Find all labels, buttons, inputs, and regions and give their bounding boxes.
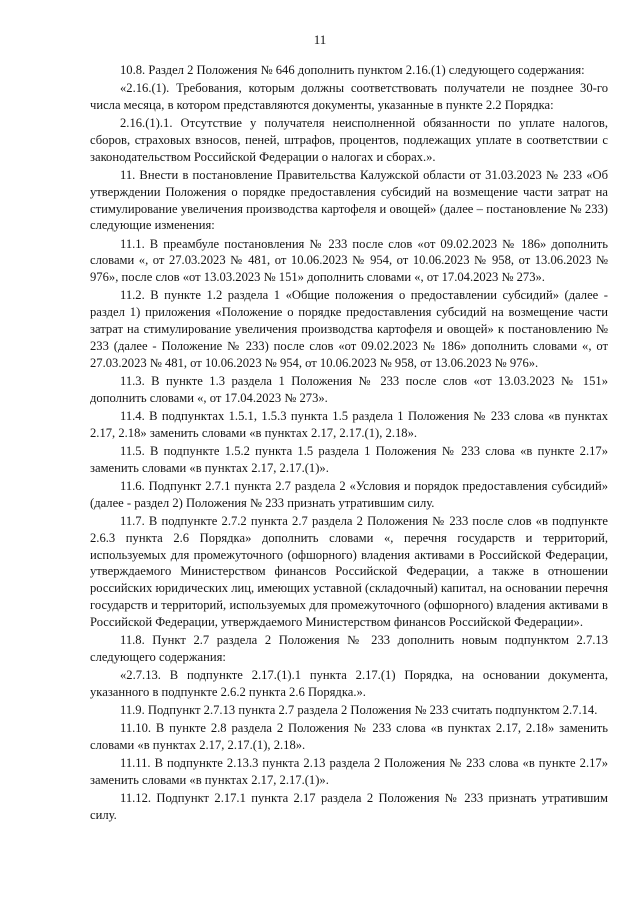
- paragraph-11-10: 11.10. В пункте 2.8 раздела 2 Положения № 233 слова «в пунктах 2.17, 2.18» заменить словами «в пунктах 2.17, 2.17.(1), 2.18».: [90, 721, 608, 753]
- paragraph-quote-2-16-1: «2.16.(1). Требования, которым должны соответствовать получатели не позднее 30-го числа месяца, в котором представляются документы, указанные в пункте 2.2 Порядка:: [90, 81, 608, 112]
- paragraph-11-8: 11.8. Пункт 2.7 раздела 2 Положения № 233 дополнить новым подпунктом 2.7.13 следующего содержания:: [90, 633, 608, 664]
- paragraph-11: 11. Внести в постановление Правительства Калужской области от 31.03.2023 № 233 «Об утверждении Положения о порядке предоставления субсидий на возмещение части затрат на стимулирование увеличения производства картофеля и овощей» (далее – постановление № 233) следующие изменения:: [90, 167, 608, 233]
- paragraph-11-9: 11.9. Подпункт 2.7.13 пункта 2.7 раздела 2 Положения № 233 считать подпунктом 2.7.14.: [120, 703, 598, 718]
- paragraph-11-6: 11.6. Подпункт 2.7.1 пункта 2.7 раздела 2 «Условия и порядок предоставления субсидий» (далее - раздел 2) Положения № 233 признать утратившим силу.: [90, 478, 608, 510]
- document-body: [90, 62, 608, 825]
- paragraph-11-5: 11.5. В подпункте 1.5.2 пункта 1.5 раздела 1 Положения № 233 слова «в пункте 2.17» заменить словами «в пунктах 2.17, 2.17.(1)».: [90, 443, 608, 475]
- paragraph-quote-2-7-13: «2.7.13. В подпункте 2.17.(1).1 пункта 2.17.(1) Порядка, на основании документа, указанного в подпункте 2.6.2 пункта 2.6 Порядка.».: [90, 668, 608, 699]
- paragraph-11-11: 11.11. В подпункте 2.13.3 пункта 2.13 раздела 2 Положения № 233 слова «в пункте 2.17» заменить словами «в пунктах 2.17, 2.17.(1)».: [90, 756, 608, 788]
- paragraph-11-3: 11.3. В пункте 1.3 раздела 1 Положения № 233 после слов «от 13.03.2023 № 151» дополнить словами «, от 17.04.2023 № 273».: [90, 373, 608, 405]
- paragraph-11-4: 11.4. В подпунктах 1.5.1, 1.5.3 пункта 1.5 раздела 1 Положения № 233 слова «в пунктах 2.17, 2.18» заменить словами «в пунктах 2.17, 2.17.(1), 2.18».: [90, 408, 608, 440]
- page-number: 11: [313, 32, 327, 47]
- paragraph-11-2: 11.2. В пункте 1.2 раздела 1 «Общие положения о предоставлении субсидий» (далее - раздел 1) приложения «Положение о порядке предоставления субсидий на возмещение части затрат на стимулирование увеличения производства картофеля и овощей» к постановлению № 233 (далее - Положение № 233) после слов «от 09.02.2023 № 186» дополнить словами «, от 27.03.2023 № 481, от 10.06.2023 № 954, от 10.06.2023 № 958, от 13.06.2023 № 976».: [90, 288, 608, 370]
- paragraph-2-16-1-1: 2.16.(1).1. Отсутствие у получателя неисполненной обязанности по уплате налогов, сборов, страховых взносов, пеней, штрафов, процентов, подлежащих уплате в соответствии с законодательством Российской Федерации о налогах и сборах.».: [90, 116, 608, 164]
- paragraph-11-1: 11.1. В преамбуле постановления № 233 после слов «от 09.02.2023 № 186» дополнить словами «, от 27.03.2023 № 481, от 10.06.2023 № 954, от 10.06.2023 № 958, от 13.06.2023 № 976», после слов «от 13.03.2023 № 151» дополнить словами «, от 17.04.2023 № 273».: [90, 236, 608, 285]
- paragraph-10-8: 10.8. Раздел 2 Положения № 646 дополнить пунктом 2.16.(1) следующего содержания:: [120, 63, 585, 77]
- paragraph-11-7: 11.7. В подпункте 2.7.2 пункта 2.7 раздела 2 Положения № 233 после слов «в подпункте 2.6.3 пункта 2.6 Порядка» дополнить словами «, перечня государств и территорий, используемых для промежуточного (офшорного) владения активами в Российской Федерации, утверждаемого Министерством финансов Российской Федерации, а также в отношении российских юридических лиц, имеющих уставной (складочный) капитал, на основании перечня государств и территорий, используемых для промежуточного (офшорного) владения активами в Российской Федерации, утверждаемого Министерством финансов Российской Федерации».: [90, 513, 608, 629]
- paragraph-11-12: 11.12. Подпункт 2.17.1 пункта 2.17 раздела 2 Положения № 233 признать утратившим силу.: [90, 791, 608, 823]
